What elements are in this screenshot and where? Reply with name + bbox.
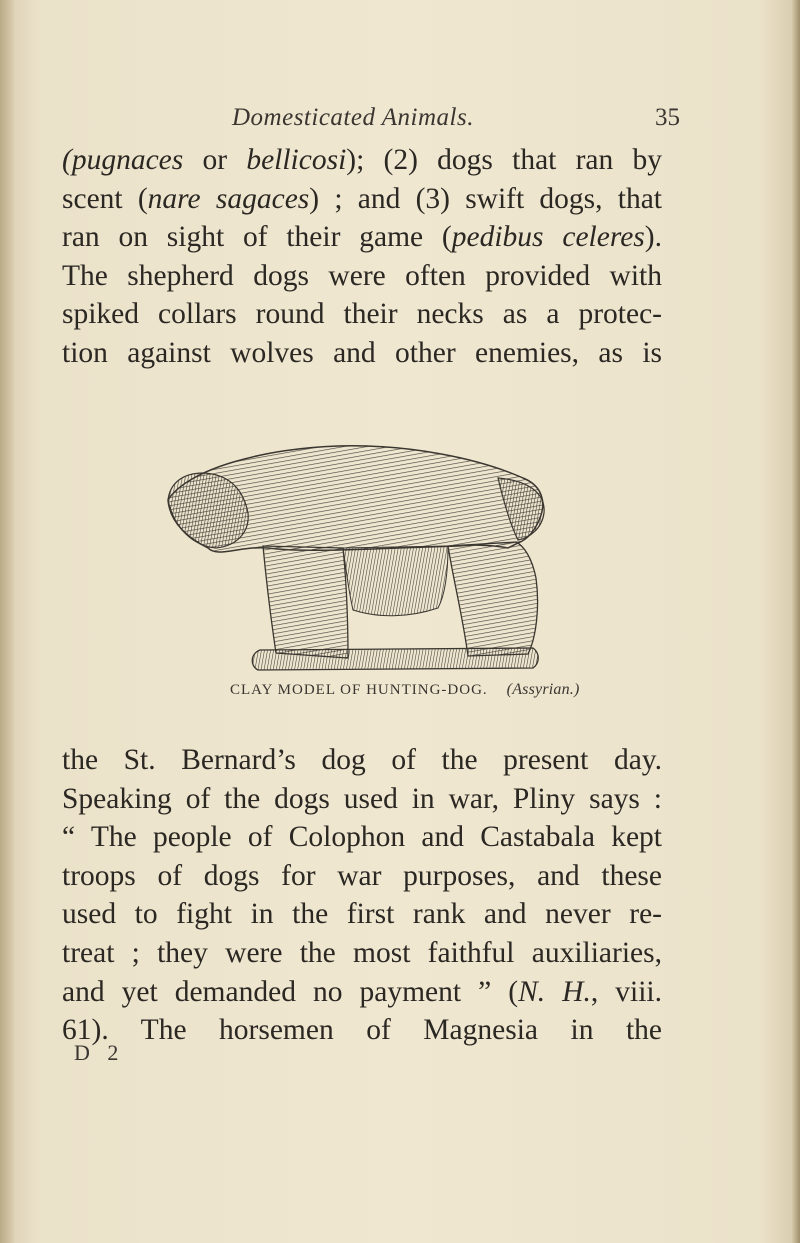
signature-mark: D 2 <box>74 1040 125 1065</box>
caption-origin: (Assyrian.) <box>506 681 580 698</box>
text-line: ran on sight of their game (pedibus celeres). <box>62 221 662 254</box>
figure-caption <box>230 681 630 699</box>
text-line: tion against wolves and other enemies, as is <box>62 336 662 369</box>
clay-dog-figure <box>148 428 553 678</box>
page-edge <box>792 0 800 1243</box>
text-line: treat ; they were the most faithful auxiliaries, <box>62 936 662 969</box>
text-line: “ The people of Colophon and Castabala kept <box>62 821 662 854</box>
text-line: 61). The horsemen of Magnesia in the <box>62 1014 662 1047</box>
text-line: The shepherd dogs were often provided with <box>62 259 662 292</box>
text-line: (pugnaces or bellicosi); (2) dogs that ran by <box>62 144 662 176</box>
text-line: Speaking of the dogs used in war, Pliny says : <box>62 782 662 815</box>
text-line: troops of dogs for war purposes, and these <box>62 859 662 892</box>
text-line: the St. Bernard’s dog of the present day. <box>62 744 662 776</box>
running-title: Domesticated Animals. <box>232 104 474 131</box>
text-line: spiked collars round their necks as a protec- <box>62 298 662 331</box>
text-line: and yet demanded no payment ” (N. H., viii. <box>62 975 663 1008</box>
clay-dog-illustration <box>148 428 553 678</box>
text-line: scent (nare sagaces) ; and (3) swift dogs, that <box>62 182 662 215</box>
paragraph-2 <box>62 741 662 1050</box>
page-number: 35 <box>655 104 680 131</box>
text-line: used to fight in the first rank and never re- <box>62 898 662 931</box>
caption-title: CLAY MODEL OF HUNTING-DOG. <box>230 682 488 698</box>
page-gutter <box>0 0 14 1243</box>
paragraph-1 <box>62 141 662 373</box>
